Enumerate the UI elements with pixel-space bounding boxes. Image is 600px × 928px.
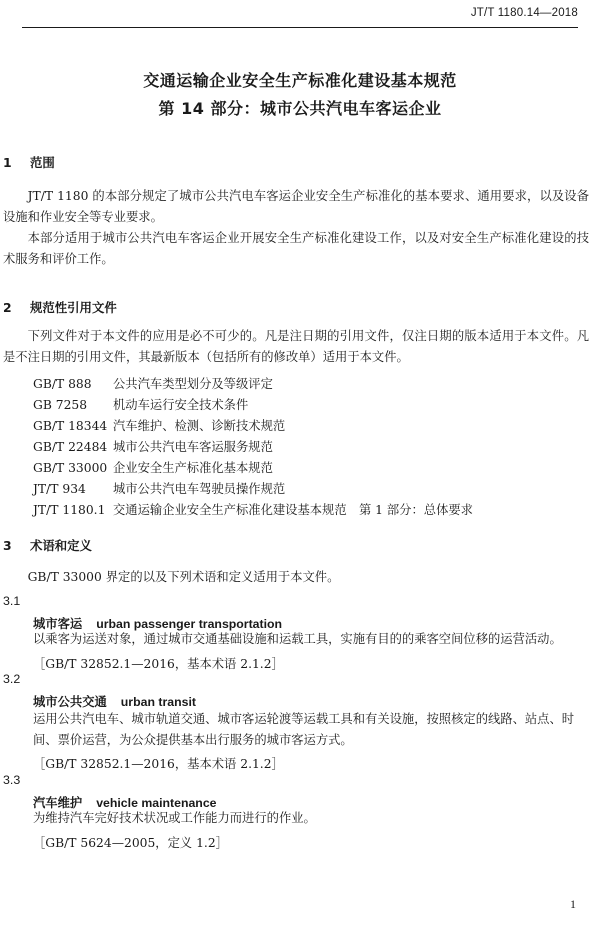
standard-number: JT/T 1180.14—2018 [470, 7, 578, 19]
term-definition: 运用公共汽电车、城市轨道交通、城市客运轮渡等运载工具和有关设施，按照核定的线路、站点、时间、票价运营，为公众提供基本出行服务的城市客运方式。 [33, 712, 575, 747]
reference-title: 机动车运行安全技术条件 [113, 398, 249, 412]
term-definition: 为维持汽车完好技术状况或工作能力而进行的作业。 [33, 811, 316, 825]
term-heading [33, 692, 196, 710]
term-zh: 城市客运 [33, 617, 83, 631]
page-number: 1 [570, 897, 576, 911]
paragraph: JT/T 1180 的本部分规定了城市公共汽电车客运企业安全生产标准化的基本要求、通用要求，以及设备设施和作业安全等专业要求。 [3, 189, 589, 224]
section-number: 1 [3, 155, 12, 170]
reference-item [33, 416, 285, 434]
document-subtitle: 第 14 部分：城市公共汽电车客运企业 [158, 99, 442, 118]
section-3-heading [3, 536, 92, 554]
reference-title: 城市公共汽电车驾驶员操作规范 [113, 482, 286, 496]
reference-item [33, 437, 273, 455]
paragraph: 下列文件对于本文件的应用是必不可少的。凡是注日期的引用文件，仅注日期的版本适用于本文件。凡是不注日期的引用文件，其最新版本（包括所有的修改单）适用于本文件。 [3, 329, 589, 364]
term-en: urban transit [120, 695, 196, 709]
reference-code: GB/T 22484 [33, 440, 108, 454]
term-definition: 以乘客为运送对象，通过城市交通基础设施和运载工具，实施有目的的乘客空间位移的运营活动。 [33, 632, 562, 646]
term-source: ［GB/T 32852.1—2016，基本术语 2.1.2］ [33, 657, 284, 671]
reference-title: 汽车维护、检测、诊断技术规范 [113, 419, 286, 433]
section-title: 术语和定义 [30, 538, 92, 553]
reference-code: GB/T 888 [33, 377, 92, 391]
term-source: ［GB/T 5624—2005，定义 1.2］ [33, 836, 228, 850]
term-zh: 汽车维护 [33, 796, 83, 810]
term-zh: 城市公共交通 [33, 695, 107, 709]
reference-code: JT/T 934 [33, 482, 86, 496]
term-en: urban passenger transportation [96, 617, 283, 631]
section-title: 范围 [30, 155, 55, 170]
section-1-body [3, 186, 589, 270]
reference-title: 交通运输企业安全生产标准化建设基本规范 第 1 部分：总体要求 [113, 503, 473, 517]
section-3-intro [3, 567, 589, 588]
section-1-heading [3, 153, 55, 171]
reference-item [33, 479, 285, 497]
reference-title: 企业安全生产标准化基本规范 [113, 461, 273, 475]
term-number: 3.3 [3, 773, 21, 787]
paragraph: 本部分适用于城市公共汽电车客运企业开展安全生产标准化建设工作，以及对安全生产标准化建设的技术服务和评价工作。 [3, 231, 589, 266]
section-2-intro [3, 326, 589, 368]
reference-title: 公共汽车类型划分及等级评定 [113, 377, 273, 391]
term-en: vehicle maintenance [96, 796, 217, 810]
section-number: 3 [3, 538, 12, 553]
term-number: 3.2 [3, 672, 21, 686]
reference-item [33, 500, 473, 518]
section-number: 2 [3, 300, 12, 315]
reference-code: GB 7258 [33, 398, 88, 412]
section-2-heading [3, 298, 117, 316]
reference-item [33, 395, 248, 413]
document-title: 交通运输企业安全生产标准化建设基本规范 [143, 71, 457, 90]
reference-item [33, 374, 273, 392]
reference-code: JT/T 1180.1 [33, 503, 106, 517]
paragraph: GB/T 33000 界定的以及下列术语和定义适用于本文件。 [27, 570, 340, 584]
reference-code: GB/T 33000 [33, 461, 108, 475]
term-number: 3.1 [3, 594, 21, 608]
reference-item [33, 458, 273, 476]
term-source: ［GB/T 32852.1—2016，基本术语 2.1.2］ [33, 757, 284, 771]
header-rule [22, 27, 578, 28]
section-title: 规范性引用文件 [30, 300, 117, 315]
reference-code: GB/T 18344 [33, 419, 108, 433]
reference-title: 城市公共汽电车客运服务规范 [113, 440, 273, 454]
